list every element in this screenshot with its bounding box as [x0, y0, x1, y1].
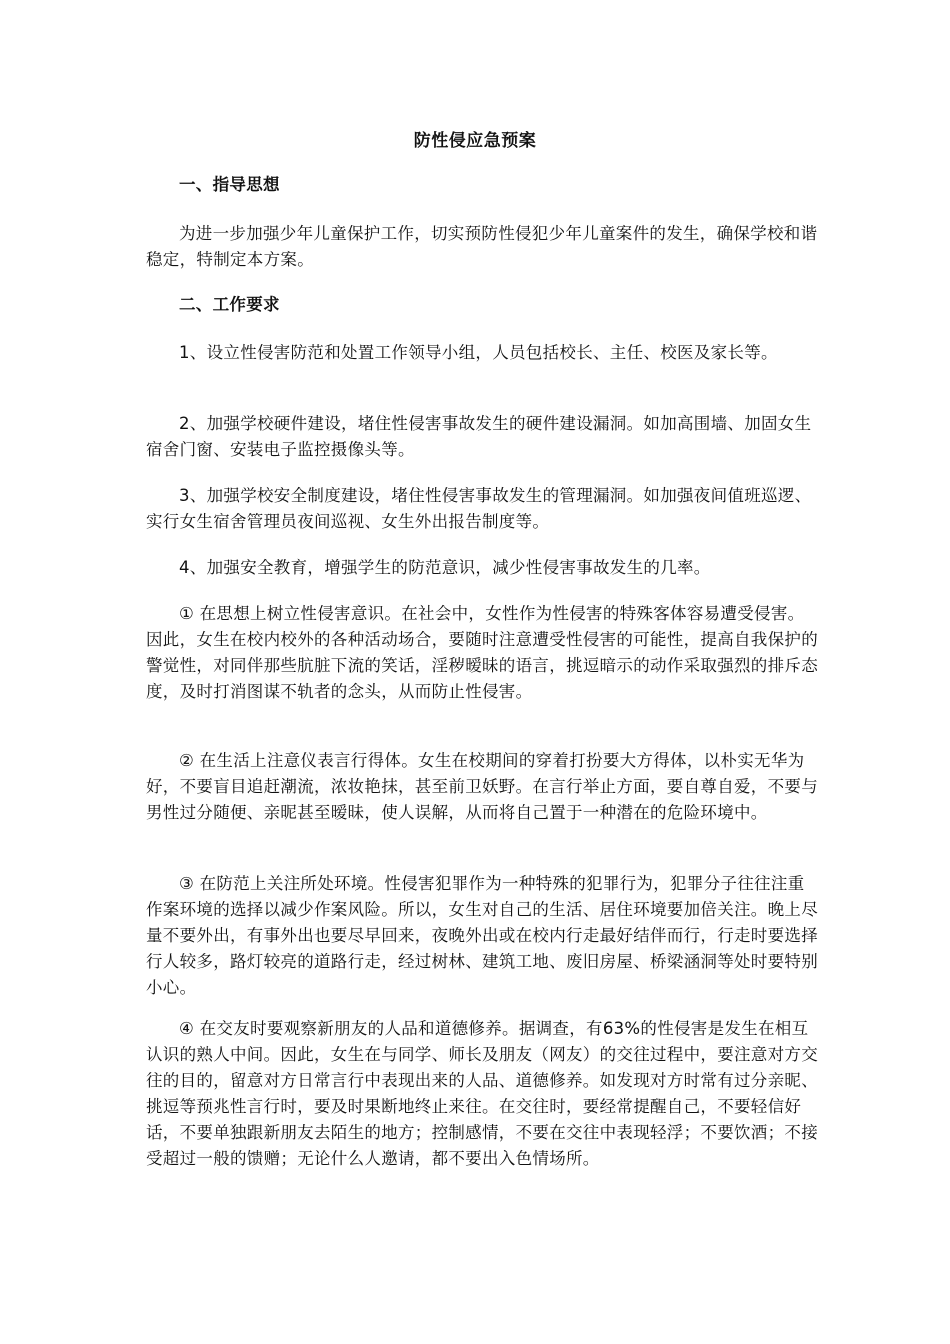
paragraph-item-2: 2、加强学校硬件建设，堵住性侵害事故发生的硬件建设漏洞。如加高围墙、加固女生宿舍门窗、安装电子监控摄像头等。 — [146, 414, 812, 459]
paragraph-subitem-4: ④ 在交友时要观察新朋友的人品和道德修养。据调查，有63%的性侵害是发生在相互认识的熟人中间。因此，女生在与同学、师长及朋友（网友）的交往过程中，要注意对方交往的目的，留意对方日常言行中表现出来的人品、道德修养。如发现对方时常有过分亲昵、挑逗等预兆性言行时，要及时果断地终止来往。在交往时，要经常提醒自己，不要轻信好话，不要单独跟新朋友去陌生的地方；控制感情，不要在交往中表现轻浮；不要饮酒；不接受超过一般的馈赠；无论什么人邀请，都不要出入色情场所。 — [146, 1019, 818, 1168]
paragraph-purpose: 为进一步加强少年儿童保护工作，切实预防性侵犯少年儿童案件的发生，确保学校和谐稳定，特制定本方案。 — [146, 224, 818, 269]
section-heading-work-requirements: 二、工作要求 — [179, 295, 280, 314]
document-title: 防性侵应急预案 — [413, 131, 537, 151]
paragraph-subitem-2: ② 在生活上注意仪表言行得体。女生在校期间的穿着打扮要大方得体，以朴实无华为好，不要盲目追赶潮流，浓妆艳抹，甚至前卫妖野。在言行举止方面，要自尊自爱，不要与男性过分随便、亲昵甚至暧昧，使人误解，从而将自己置于一种潜在的危险环境中。 — [146, 751, 818, 822]
section-heading-guiding-thought: 一、指导思想 — [179, 175, 280, 194]
paragraph-subitem-3: ③ 在防范上关注所处环境。性侵害犯罪作为一种特殊的犯罪行为，犯罪分子往往注重作案环境的选择以减少作案风险。所以，女生对自己的生活、居住环境要加倍关注。晚上尽量不要外出，有事外出也要尽早回来，夜晚外出或在校内行走最好结伴而行，行走时要选择行人较多，路灯较亮的道路行走，经过树林、建筑工地、废旧房屋、桥梁涵洞等处时要特别小心。 — [146, 874, 818, 997]
paragraph-item-1: 1、设立性侵害防范和处置工作领导小组，人员包括校长、主任、校医及家长等。 — [179, 343, 778, 362]
paragraph-item-3: 3、加强学校安全制度建设，堵住性侵害事故发生的管理漏洞。如加强夜间值班巡逻、实行女生宿舍管理员夜间巡视、女生外出报告制度等。 — [146, 486, 812, 531]
paragraph-subitem-1: ① 在思想上树立性侵害意识。在社会中，女性作为性侵害的特殊客体容易遭受侵害。因此，女生在校内校外的各种活动场合，要随时注意遭受性侵害的可能性，提高自我保护的警觉性，对同伴那些肮脏下流的笑话，淫秽暧昧的语言，挑逗暗示的动作采取强烈的排斥态度，及时打消图谋不轨者的念头，从而防止性侵害。 — [146, 604, 818, 701]
paragraph-item-4: 4、加强安全教育，增强学生的防范意识，减少性侵害事故发生的几率。 — [179, 558, 711, 577]
